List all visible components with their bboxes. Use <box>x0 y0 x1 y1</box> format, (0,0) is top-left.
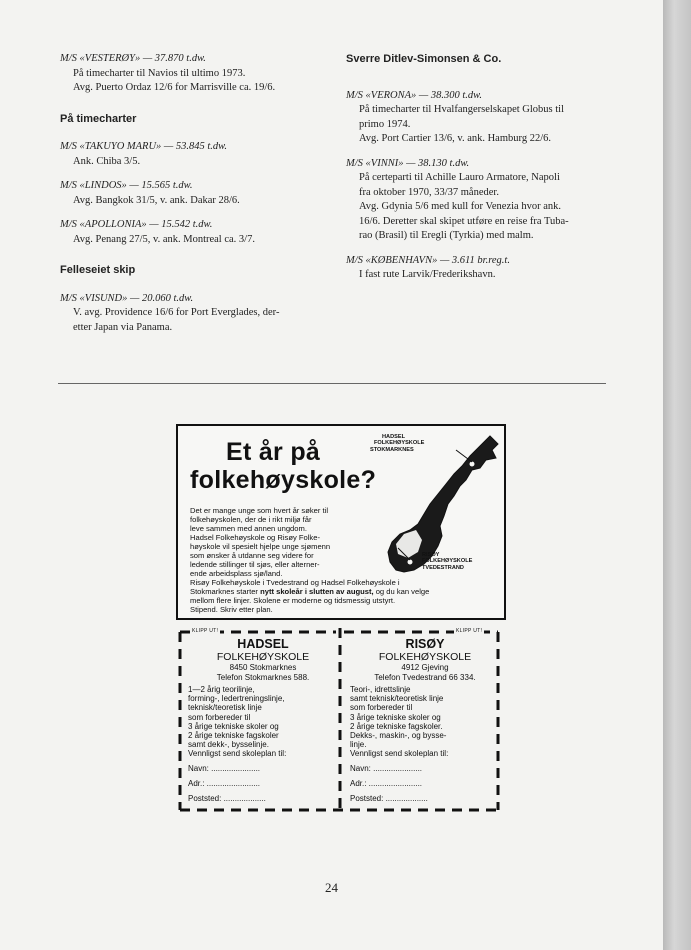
ship-entry-visund <box>60 292 330 336</box>
ship-line: Avg. Gdynia 5/6 med kull for Venezia hvor ank. <box>359 201 561 212</box>
ship-entry-apollonia <box>60 218 330 247</box>
klipp-ut-label-right: KLIPP UT! <box>456 628 483 634</box>
coupon-subtitle: FOLKEHØYSKOLE <box>378 651 472 663</box>
ship-heading: M/S «KØBENHAVN» — 3.611 br.reg.t. <box>346 254 510 266</box>
ship-entry-takuyo-maru <box>60 140 330 169</box>
folkehoyskole-advertisement <box>176 424 506 620</box>
ad-headline-line1: Et år på <box>226 438 321 466</box>
left-column <box>60 52 330 345</box>
ship-line: rao (Brasil) til Eregli (Tyrkia) med malm. <box>359 230 534 241</box>
ship-entry-lindos <box>60 179 330 208</box>
right-column <box>346 52 646 293</box>
ship-line: I fast rute Larvik/Frederikshavn. <box>359 269 496 280</box>
coupon-hadsel <box>188 638 338 803</box>
coupon-risoy <box>350 638 500 803</box>
ship-heading: M/S «VESTERØY» — 37.870 t.dw. <box>60 53 206 64</box>
ship-line: Avg. Bangkok 31/5, v. ank. Dakar 28/6. <box>73 194 240 206</box>
horizontal-divider <box>58 383 606 384</box>
ship-line: Avg. Port Cartier 13/6, v. ank. Hamburg 22/6. <box>359 133 551 144</box>
name-field[interactable]: Navn: ...................... <box>188 763 261 773</box>
coupon-address: 8450 Stokmarknes Telefon Stokmarknes 588. <box>216 663 310 682</box>
poststed-field[interactable]: Poststed: ................... <box>188 794 266 804</box>
address-field[interactable]: Adr.: ........................ <box>350 778 423 788</box>
ad-headline-line2: folkehøyskole? <box>190 466 377 494</box>
ship-line: På timecharter til Navios til ultimo 1973. <box>73 67 246 79</box>
page-number: 24 <box>325 880 338 895</box>
ship-line: primo 1974. <box>359 118 411 130</box>
ad-body-text: Det er mange unge som hvert år søker til folkehøyskolen, der de i rikt miljø får leve sammen med annen ungdom. Hadsel Folkehøyskole og Risøy Folke- høyskole vil spesielt hjelpe unge sjømenn som ønsker å utdanne seg videre for ledende stillinger til sjøs, eller alterner- ende arbeidsplass sjø/land. Risøy Folkehøyskole i Tvedestrand og Hadsel Folkehøyskole i Stokmarknes starter nytt skoleår i slutten av august, og du kan velge mellom flere linjer. Skolene er moderne og tidsmessig utstyrt. Stipend. Skriv etter plan. <box>190 506 430 614</box>
ship-line: fra oktober 1970, 33/37 måneder. <box>359 186 499 198</box>
coupon-area <box>176 624 502 816</box>
coupon-description: Teori-, idrettslinje samt teknisk/teoretisk linje som forbereder til 3 årige tekniske skoler og 2 årige tekniske fagskoler. Dekks-, maskin-, og bysse- linje. Vennligst send skoleplan til: <box>350 685 449 759</box>
name-field[interactable]: Navn: ...................... <box>350 763 423 773</box>
poststed-field[interactable]: Poststed: ................... <box>350 794 428 804</box>
section-title-felleseiet: Felleseiet skip <box>60 264 136 276</box>
ship-line: 16/6. Deretter skal skipet utføre en reise fra Tuba- <box>359 215 569 227</box>
ship-line: V. avg. Providence 16/6 for Port Everglades, der- <box>73 307 280 318</box>
ship-heading: M/S «VINNI» — 38.130 t.dw. <box>346 157 470 169</box>
section-title-company: Sverre Ditlev-Simonsen & Co. <box>346 53 502 65</box>
ship-heading: M/S «VISUND» — 20.060 t.dw. <box>60 292 194 304</box>
address-field[interactable]: Adr.: ........................ <box>188 778 261 788</box>
map-label-hadsel: HADSEL FOLKEHØYSKOLE STOKMARKNES <box>370 434 425 453</box>
ship-heading: M/S «VERONA» — 38.300 t.dw. <box>346 89 483 101</box>
section-title-timecharter: På timecharter <box>60 112 137 125</box>
coupon-subtitle: FOLKEHØYSKOLE <box>216 651 310 663</box>
ship-heading: M/S «LINDOS» — 15.565 t.dw. <box>60 180 193 191</box>
ship-entry-kobenhavn <box>346 254 646 283</box>
klipp-ut-label-left: KLIPP UT! <box>192 628 219 634</box>
coupon-title: HADSEL <box>237 637 289 651</box>
ship-heading: M/S «APOLLONIA» — 15.542 t.dw. <box>60 219 213 230</box>
ship-line: Avg. Puerto Ordaz 12/6 for Marrisville ca. 19/6. <box>73 82 276 93</box>
ship-entry-vinni <box>346 157 646 244</box>
page-edge-shadow <box>663 0 691 950</box>
map-label-risoy: RISØY FOLKEHØYSKOLE TVEDESTRAND <box>422 552 473 571</box>
ship-line: etter Japan via Panama. <box>73 321 173 333</box>
ship-heading: M/S «TAKUYO MARU» — 53.845 t.dw. <box>60 141 228 152</box>
ship-line: På timecharter til Hvalfangerselskapet Globus til <box>359 104 564 115</box>
ship-entry-vesteroy <box>60 52 330 96</box>
ship-line: Avg. Penang 27/5, v. ank. Montreal ca. 3/7. <box>73 233 255 245</box>
ship-line: Ank. Chiba 3/5. <box>73 155 141 167</box>
coupon-address: 4912 Gjeving Telefon Tvedestrand 66 334. <box>374 663 476 682</box>
coupon-description: 1—2 årig teorilinje, forming-, ledertreningslinje, teknisk/teoretisk linje som forbereder til 3 årige tekniske skoler og 2 årige tekniske fagskoler samt dekk-, bysselinje. Vennligst send skoleplan til: <box>188 685 287 759</box>
coupon-title: RISØY <box>405 637 445 651</box>
ship-entry-verona <box>346 89 646 147</box>
ship-line: På certeparti til Achille Lauro Armatore, Napoli <box>359 172 560 183</box>
